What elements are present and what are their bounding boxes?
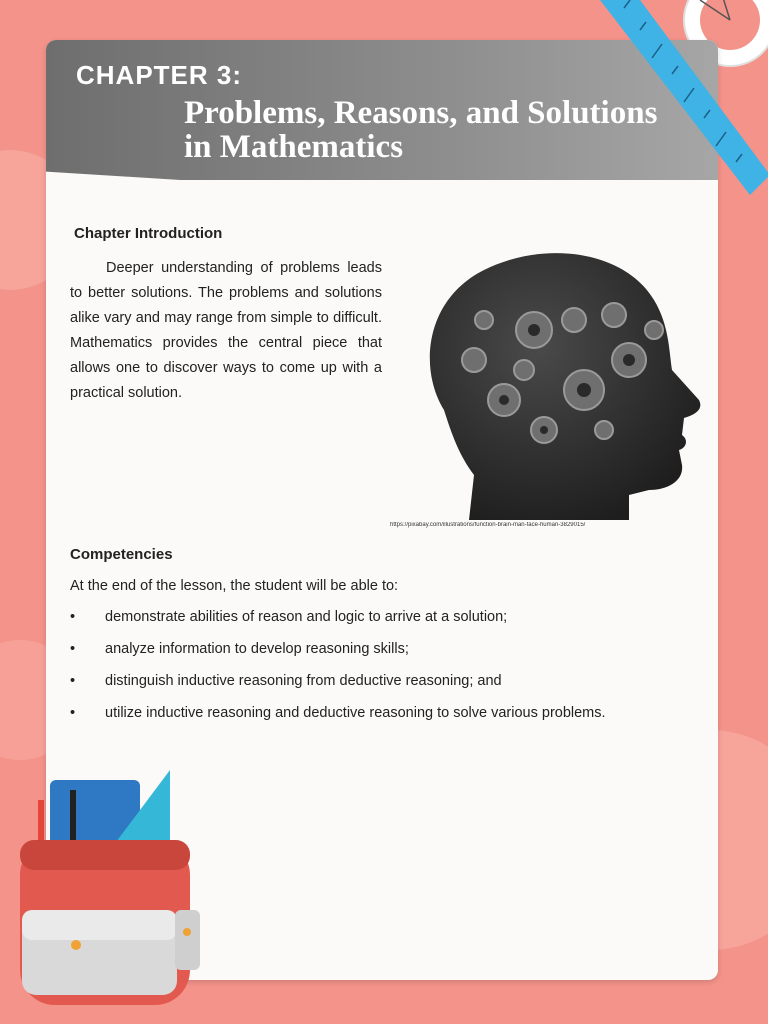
competencies-lead: At the end of the lesson, the student will be able to: (70, 578, 399, 594)
competencies-list (70, 606, 710, 734)
competency-text: distinguish inductive reasoning from deductive reasoning; and (105, 673, 502, 689)
list-item (70, 606, 710, 638)
competency-text: analyze information to develop reasoning skills; (105, 641, 409, 657)
bullet-icon: • (70, 673, 76, 689)
ruler-icon (600, 0, 768, 200)
list-item (70, 702, 710, 734)
chapter-title-line1: Problems, Reasons, and Solutions (184, 95, 658, 131)
image-credit: https://pixabay.com/illustrations/function-brain-man-face-human-3829015/ (390, 522, 586, 528)
competency-text: demonstrate abilities of reason and logic to arrive at a solution; (105, 609, 508, 625)
competencies-heading: Competencies (70, 546, 173, 563)
bullet-icon: • (70, 705, 76, 721)
head-with-gears-icon (414, 240, 704, 520)
list-item (70, 670, 710, 702)
chapter-title-line2: in Mathematics (184, 129, 404, 165)
bullet-icon: • (70, 609, 76, 625)
intro-heading: Chapter Introduction (74, 225, 223, 242)
bullet-icon: • (70, 641, 76, 657)
intro-paragraph: Deeper understanding of problems leads to better solutions. The problems and solutions alike vary and may range from simple to difficult. Mathematics provides the central piece that allows one to discover ways to come up with a practical solution. (70, 260, 382, 401)
list-item (70, 638, 710, 670)
competency-text: utilize inductive reasoning and deductive reasoning to solve various problems. (105, 705, 606, 721)
backpack-icon (10, 770, 210, 1010)
chapter-label: CHAPTER 3: (76, 60, 243, 90)
